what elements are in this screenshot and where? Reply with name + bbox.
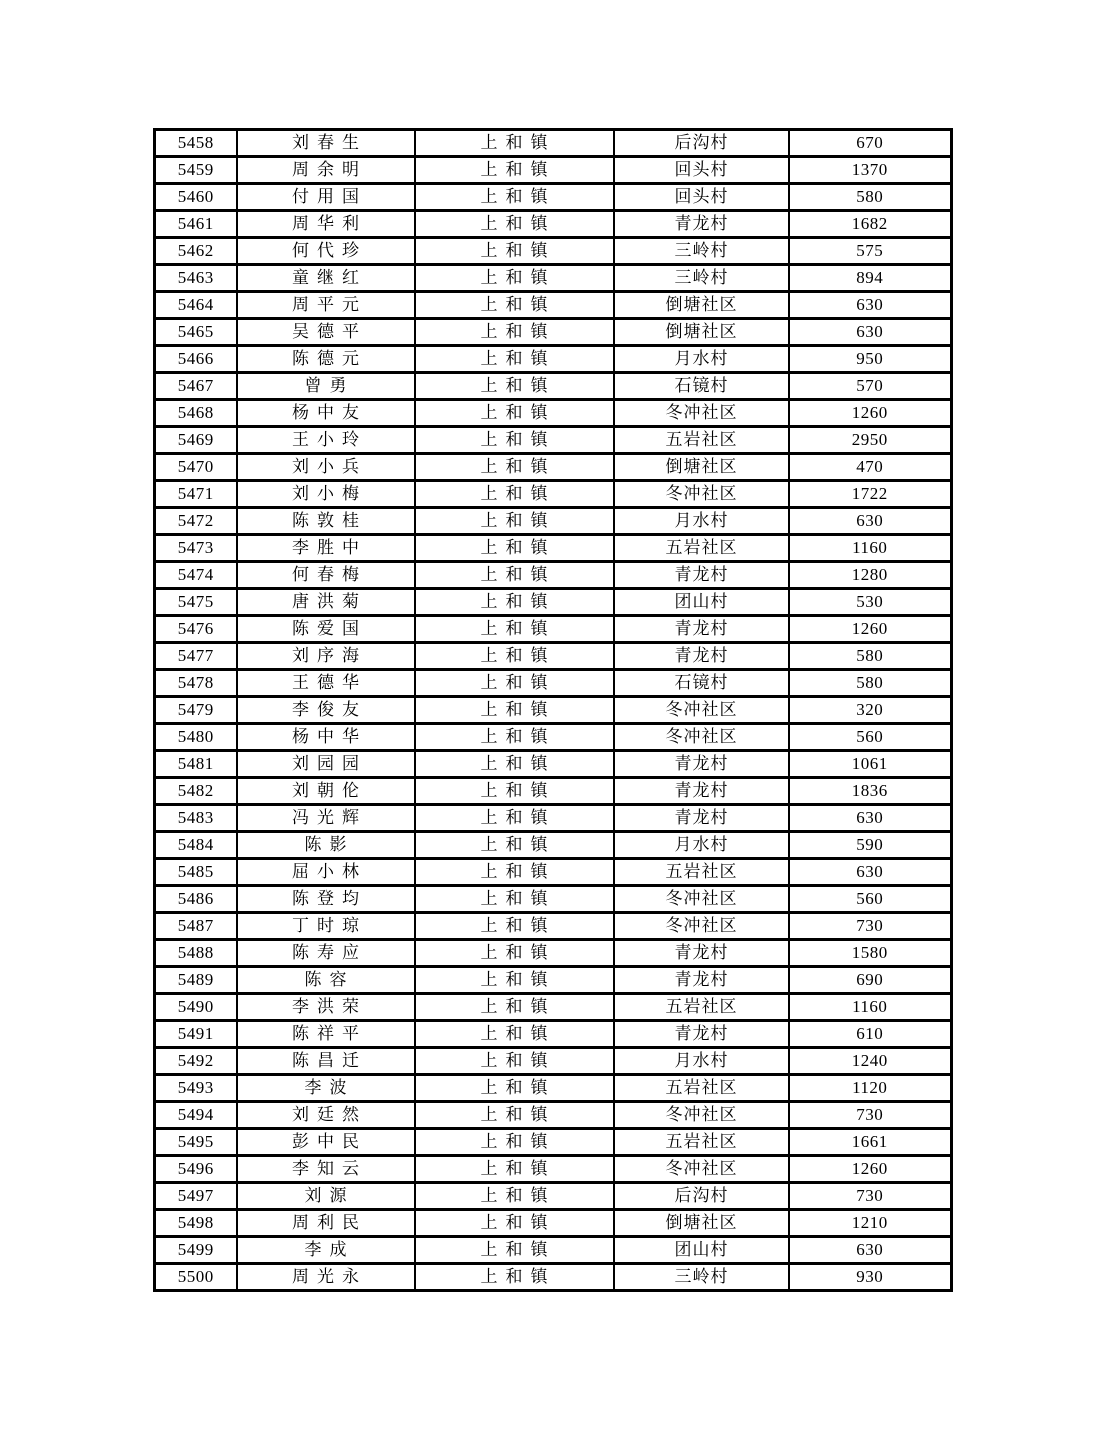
cell-amount: 630 [789, 508, 952, 535]
cell-id: 5477 [155, 643, 237, 670]
cell-id: 5494 [155, 1102, 237, 1129]
table-row [155, 346, 952, 373]
cell-name: 李知云 [237, 1156, 415, 1183]
cell-town: 上和镇 [415, 589, 614, 616]
cell-id: 5479 [155, 697, 237, 724]
cell-id: 5498 [155, 1210, 237, 1237]
table-row [155, 805, 952, 832]
cell-amount: 630 [789, 292, 952, 319]
cell-name: 彭中民 [237, 1129, 415, 1156]
table-body [155, 130, 952, 1291]
cell-town: 上和镇 [415, 562, 614, 589]
table-row [155, 913, 952, 940]
cell-name: 周余明 [237, 157, 415, 184]
cell-id: 5499 [155, 1237, 237, 1264]
cell-name: 陈影 [237, 832, 415, 859]
cell-village: 倒塘社区 [614, 292, 789, 319]
table-row [155, 211, 952, 238]
cell-town: 上和镇 [415, 805, 614, 832]
cell-id: 5497 [155, 1183, 237, 1210]
cell-town: 上和镇 [415, 508, 614, 535]
cell-amount: 610 [789, 1021, 952, 1048]
cell-id: 5491 [155, 1021, 237, 1048]
cell-name: 刘小梅 [237, 481, 415, 508]
cell-name: 李成 [237, 1237, 415, 1264]
cell-amount: 590 [789, 832, 952, 859]
cell-village: 团山村 [614, 1237, 789, 1264]
table-row [155, 724, 952, 751]
cell-village: 冬冲社区 [614, 400, 789, 427]
table-row [155, 400, 952, 427]
cell-amount: 1370 [789, 157, 952, 184]
cell-id: 5458 [155, 130, 237, 157]
cell-name: 陈德元 [237, 346, 415, 373]
table-row [155, 832, 952, 859]
cell-name: 杨中华 [237, 724, 415, 751]
cell-amount: 1260 [789, 400, 952, 427]
cell-name: 刘廷然 [237, 1102, 415, 1129]
table-row [155, 1210, 952, 1237]
cell-amount: 560 [789, 724, 952, 751]
cell-village: 冬冲社区 [614, 724, 789, 751]
cell-village: 青龙村 [614, 967, 789, 994]
cell-id: 5488 [155, 940, 237, 967]
cell-town: 上和镇 [415, 238, 614, 265]
cell-town: 上和镇 [415, 778, 614, 805]
cell-village: 青龙村 [614, 805, 789, 832]
cell-id: 5467 [155, 373, 237, 400]
cell-village: 青龙村 [614, 778, 789, 805]
cell-name: 吴德平 [237, 319, 415, 346]
cell-town: 上和镇 [415, 400, 614, 427]
table-row [155, 1021, 952, 1048]
cell-town: 上和镇 [415, 535, 614, 562]
cell-id: 5490 [155, 994, 237, 1021]
cell-amount: 575 [789, 238, 952, 265]
cell-amount: 690 [789, 967, 952, 994]
cell-name: 王小玲 [237, 427, 415, 454]
table-row [155, 1075, 952, 1102]
cell-amount: 1210 [789, 1210, 952, 1237]
cell-name: 冯光辉 [237, 805, 415, 832]
cell-name: 陈寿应 [237, 940, 415, 967]
cell-amount: 1722 [789, 481, 952, 508]
cell-town: 上和镇 [415, 1237, 614, 1264]
cell-town: 上和镇 [415, 1075, 614, 1102]
cell-town: 上和镇 [415, 454, 614, 481]
cell-amount: 1061 [789, 751, 952, 778]
table-row [155, 670, 952, 697]
cell-village: 石镜村 [614, 670, 789, 697]
cell-village: 五岩社区 [614, 1075, 789, 1102]
table-row [155, 481, 952, 508]
cell-town: 上和镇 [415, 859, 614, 886]
cell-id: 5495 [155, 1129, 237, 1156]
cell-town: 上和镇 [415, 832, 614, 859]
cell-id: 5468 [155, 400, 237, 427]
cell-name: 刘朝伦 [237, 778, 415, 805]
cell-id: 5480 [155, 724, 237, 751]
cell-town: 上和镇 [415, 1048, 614, 1075]
cell-amount: 570 [789, 373, 952, 400]
cell-id: 5466 [155, 346, 237, 373]
cell-id: 5482 [155, 778, 237, 805]
cell-village: 后沟村 [614, 130, 789, 157]
cell-town: 上和镇 [415, 157, 614, 184]
cell-village: 青龙村 [614, 211, 789, 238]
cell-village: 五岩社区 [614, 1129, 789, 1156]
cell-town: 上和镇 [415, 130, 614, 157]
cell-town: 上和镇 [415, 1210, 614, 1237]
cell-name: 丁时琼 [237, 913, 415, 940]
cell-id: 5486 [155, 886, 237, 913]
cell-town: 上和镇 [415, 319, 614, 346]
cell-amount: 950 [789, 346, 952, 373]
cell-id: 5484 [155, 832, 237, 859]
cell-town: 上和镇 [415, 292, 614, 319]
cell-amount: 560 [789, 886, 952, 913]
cell-name: 杨中友 [237, 400, 415, 427]
cell-town: 上和镇 [415, 967, 614, 994]
cell-name: 李俊友 [237, 697, 415, 724]
cell-name: 屈小林 [237, 859, 415, 886]
table-row [155, 1237, 952, 1264]
cell-id: 5470 [155, 454, 237, 481]
cell-town: 上和镇 [415, 265, 614, 292]
cell-village: 三岭村 [614, 238, 789, 265]
cell-amount: 1661 [789, 1129, 952, 1156]
cell-id: 5462 [155, 238, 237, 265]
table-row [155, 886, 952, 913]
cell-amount: 1580 [789, 940, 952, 967]
table-row [155, 994, 952, 1021]
cell-name: 童继红 [237, 265, 415, 292]
table-row [155, 859, 952, 886]
cell-town: 上和镇 [415, 940, 614, 967]
cell-village: 五岩社区 [614, 535, 789, 562]
cell-village: 石镜村 [614, 373, 789, 400]
cell-amount: 580 [789, 670, 952, 697]
table-row [155, 238, 952, 265]
table-row [155, 1183, 952, 1210]
cell-village: 倒塘社区 [614, 1210, 789, 1237]
table-row [155, 319, 952, 346]
table-row [155, 967, 952, 994]
cell-town: 上和镇 [415, 697, 614, 724]
cell-village: 青龙村 [614, 1021, 789, 1048]
table-row [155, 130, 952, 157]
cell-town: 上和镇 [415, 1264, 614, 1291]
cell-amount: 630 [789, 1237, 952, 1264]
cell-id: 5492 [155, 1048, 237, 1075]
cell-amount: 1260 [789, 616, 952, 643]
cell-village: 五岩社区 [614, 859, 789, 886]
cell-village: 月水村 [614, 1048, 789, 1075]
table-row [155, 508, 952, 535]
cell-id: 5485 [155, 859, 237, 886]
table-row [155, 535, 952, 562]
cell-id: 5469 [155, 427, 237, 454]
cell-id: 5460 [155, 184, 237, 211]
cell-id: 5489 [155, 967, 237, 994]
table-row [155, 616, 952, 643]
cell-id: 5471 [155, 481, 237, 508]
cell-amount: 1160 [789, 535, 952, 562]
cell-id: 5459 [155, 157, 237, 184]
cell-name: 陈爱国 [237, 616, 415, 643]
cell-id: 5487 [155, 913, 237, 940]
cell-name: 陈容 [237, 967, 415, 994]
cell-village: 青龙村 [614, 616, 789, 643]
cell-amount: 320 [789, 697, 952, 724]
table-row [155, 1129, 952, 1156]
cell-name: 李波 [237, 1075, 415, 1102]
cell-amount: 730 [789, 913, 952, 940]
cell-name: 曾勇 [237, 373, 415, 400]
cell-amount: 894 [789, 265, 952, 292]
cell-name: 何代珍 [237, 238, 415, 265]
cell-name: 刘源 [237, 1183, 415, 1210]
cell-name: 周利民 [237, 1210, 415, 1237]
cell-id: 5463 [155, 265, 237, 292]
beneficiary-table [153, 128, 953, 1292]
cell-village: 倒塘社区 [614, 454, 789, 481]
cell-village: 冬冲社区 [614, 886, 789, 913]
cell-amount: 470 [789, 454, 952, 481]
cell-name: 李洪荣 [237, 994, 415, 1021]
cell-town: 上和镇 [415, 1021, 614, 1048]
cell-village: 三岭村 [614, 265, 789, 292]
cell-name: 付用国 [237, 184, 415, 211]
table-row [155, 562, 952, 589]
table-row [155, 751, 952, 778]
cell-village: 冬冲社区 [614, 481, 789, 508]
cell-name: 周光永 [237, 1264, 415, 1291]
cell-name: 刘小兵 [237, 454, 415, 481]
cell-name: 李胜中 [237, 535, 415, 562]
cell-id: 5478 [155, 670, 237, 697]
cell-amount: 1240 [789, 1048, 952, 1075]
cell-village: 倒塘社区 [614, 319, 789, 346]
cell-amount: 630 [789, 859, 952, 886]
cell-amount: 1280 [789, 562, 952, 589]
cell-id: 5476 [155, 616, 237, 643]
cell-amount: 1836 [789, 778, 952, 805]
cell-town: 上和镇 [415, 616, 614, 643]
cell-id: 5481 [155, 751, 237, 778]
cell-village: 三岭村 [614, 1264, 789, 1291]
cell-village: 月水村 [614, 832, 789, 859]
cell-village: 回头村 [614, 184, 789, 211]
cell-id: 5464 [155, 292, 237, 319]
table-row [155, 184, 952, 211]
cell-village: 月水村 [614, 508, 789, 535]
cell-village: 月水村 [614, 346, 789, 373]
cell-id: 5474 [155, 562, 237, 589]
cell-village: 后沟村 [614, 1183, 789, 1210]
cell-town: 上和镇 [415, 373, 614, 400]
cell-id: 5500 [155, 1264, 237, 1291]
cell-id: 5496 [155, 1156, 237, 1183]
cell-name: 刘春生 [237, 130, 415, 157]
cell-name: 何春梅 [237, 562, 415, 589]
cell-town: 上和镇 [415, 886, 614, 913]
cell-name: 陈祥平 [237, 1021, 415, 1048]
cell-id: 5465 [155, 319, 237, 346]
table-row [155, 778, 952, 805]
cell-amount: 580 [789, 184, 952, 211]
cell-village: 冬冲社区 [614, 1102, 789, 1129]
cell-village: 青龙村 [614, 643, 789, 670]
cell-amount: 930 [789, 1264, 952, 1291]
cell-village: 五岩社区 [614, 994, 789, 1021]
cell-id: 5483 [155, 805, 237, 832]
cell-village: 冬冲社区 [614, 913, 789, 940]
cell-town: 上和镇 [415, 1129, 614, 1156]
cell-village: 青龙村 [614, 751, 789, 778]
cell-town: 上和镇 [415, 913, 614, 940]
cell-town: 上和镇 [415, 1156, 614, 1183]
cell-id: 5461 [155, 211, 237, 238]
cell-village: 回头村 [614, 157, 789, 184]
cell-name: 刘序海 [237, 643, 415, 670]
cell-town: 上和镇 [415, 184, 614, 211]
cell-town: 上和镇 [415, 724, 614, 751]
table-row [155, 1102, 952, 1129]
table-row [155, 1048, 952, 1075]
cell-town: 上和镇 [415, 481, 614, 508]
table-row [155, 589, 952, 616]
cell-amount: 730 [789, 1183, 952, 1210]
cell-name: 周华利 [237, 211, 415, 238]
cell-id: 5473 [155, 535, 237, 562]
table-row [155, 292, 952, 319]
cell-town: 上和镇 [415, 211, 614, 238]
cell-town: 上和镇 [415, 427, 614, 454]
cell-village: 青龙村 [614, 562, 789, 589]
cell-id: 5493 [155, 1075, 237, 1102]
cell-amount: 630 [789, 805, 952, 832]
table-row [155, 643, 952, 670]
cell-name: 陈敦桂 [237, 508, 415, 535]
cell-village: 青龙村 [614, 940, 789, 967]
table-row [155, 454, 952, 481]
cell-village: 团山村 [614, 589, 789, 616]
cell-amount: 1120 [789, 1075, 952, 1102]
cell-name: 王德华 [237, 670, 415, 697]
cell-town: 上和镇 [415, 1183, 614, 1210]
cell-name: 周平元 [237, 292, 415, 319]
cell-amount: 1682 [789, 211, 952, 238]
table-row [155, 1264, 952, 1291]
cell-name: 陈登均 [237, 886, 415, 913]
cell-town: 上和镇 [415, 670, 614, 697]
table-row [155, 697, 952, 724]
table-row [155, 157, 952, 184]
cell-amount: 670 [789, 130, 952, 157]
table-row [155, 265, 952, 292]
cell-town: 上和镇 [415, 994, 614, 1021]
table-row [155, 1156, 952, 1183]
cell-amount: 580 [789, 643, 952, 670]
cell-amount: 730 [789, 1102, 952, 1129]
cell-town: 上和镇 [415, 751, 614, 778]
cell-town: 上和镇 [415, 643, 614, 670]
cell-amount: 530 [789, 589, 952, 616]
table-row [155, 940, 952, 967]
cell-village: 冬冲社区 [614, 697, 789, 724]
cell-village: 五岩社区 [614, 427, 789, 454]
cell-amount: 1160 [789, 994, 952, 1021]
cell-town: 上和镇 [415, 346, 614, 373]
cell-village: 冬冲社区 [614, 1156, 789, 1183]
cell-town: 上和镇 [415, 1102, 614, 1129]
table-row [155, 427, 952, 454]
cell-amount: 1260 [789, 1156, 952, 1183]
cell-name: 唐洪菊 [237, 589, 415, 616]
cell-name: 陈昌迁 [237, 1048, 415, 1075]
cell-name: 刘园园 [237, 751, 415, 778]
cell-amount: 2950 [789, 427, 952, 454]
cell-amount: 630 [789, 319, 952, 346]
cell-id: 5475 [155, 589, 237, 616]
cell-id: 5472 [155, 508, 237, 535]
table-row [155, 373, 952, 400]
